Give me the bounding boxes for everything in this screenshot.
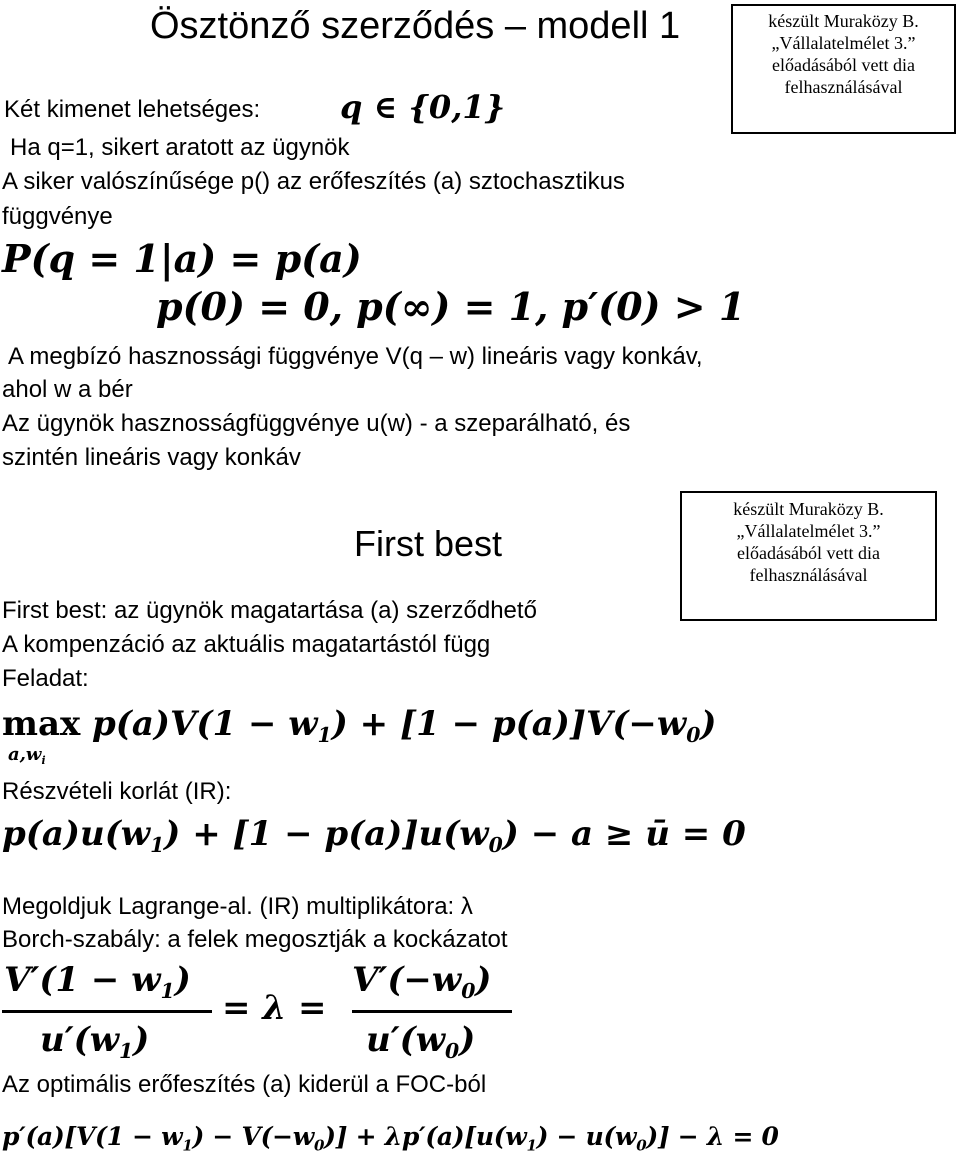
max-subscript-text: a,w bbox=[8, 744, 42, 765]
line-contractible: First best: az ügynök magatartása (a) szerződhető bbox=[2, 597, 537, 624]
eq-part: p(a)V(1 − w bbox=[92, 704, 318, 744]
credit-line: „Vállalatelmélet 3.” bbox=[771, 33, 916, 53]
slide2-credit-box bbox=[680, 491, 937, 621]
fraction-denominator bbox=[366, 1020, 476, 1064]
eq-subscript: 1 bbox=[317, 723, 332, 748]
eq-part: V′(1 − w bbox=[4, 960, 161, 1000]
eq-subscript: 0 bbox=[461, 979, 476, 1004]
eq-part: ) bbox=[475, 960, 492, 1000]
line-compensation: A kompenzáció az aktuális magatartástól függ bbox=[2, 631, 491, 658]
credit-line: felhasználásával bbox=[784, 77, 903, 97]
fraction-denominator bbox=[40, 1020, 150, 1064]
ir-label: Részvételi korlát (IR): bbox=[2, 778, 232, 805]
eq-part: p(a)u(w bbox=[2, 814, 151, 854]
fraction-bar bbox=[352, 1010, 512, 1013]
eq-part: ) − a ≥ ū = 0 bbox=[502, 814, 746, 854]
equation-probability-conditions: p(0) = 0, p(∞) = 1, p′(0) > 1 bbox=[156, 284, 746, 329]
eq-subscript: 0 bbox=[445, 1039, 460, 1064]
equation-max-operator bbox=[2, 704, 80, 744]
slide2-title: First best bbox=[354, 523, 503, 564]
eq-part: ) − u(w bbox=[536, 1122, 637, 1151]
eq-part: ) − V(−w bbox=[192, 1122, 314, 1151]
line-lagrange: Megoldjuk Lagrange-al. (IR) multiplikátora: λ bbox=[2, 893, 473, 920]
equation-participation-constraint bbox=[2, 814, 746, 858]
max-operator-text: max bbox=[2, 704, 81, 744]
eq-part: ) bbox=[459, 1020, 476, 1060]
eq-part: ) + [1 − p(a)]u(w bbox=[164, 814, 489, 854]
eq-part: p′(a)[V(1 − w bbox=[2, 1122, 183, 1151]
credit-line: előadásából vett dia bbox=[737, 543, 880, 563]
credit-line: előadásából vett dia bbox=[772, 55, 915, 75]
slide1-credit-box bbox=[731, 4, 956, 134]
eq-subscript: 1 bbox=[119, 1039, 134, 1064]
eq-part: ) bbox=[700, 704, 717, 744]
line-agent-utility: Az ügynök hasznosságfüggvénye u(w) - a szeparálható, és bbox=[2, 410, 631, 437]
eq-part: ) bbox=[174, 960, 191, 1000]
eq-subscript: 0 bbox=[636, 1136, 647, 1155]
outcomes-label: Két kimenet lehetséges: bbox=[4, 96, 261, 123]
eq-subscript: 1 bbox=[526, 1136, 537, 1155]
outcomes-formula: q ∈ {0,1} bbox=[340, 88, 506, 126]
fraction-numerator bbox=[4, 960, 191, 1004]
eq-subscript: 0 bbox=[313, 1136, 325, 1155]
eq-part: ) + [1 − p(a)]V(−w bbox=[331, 704, 687, 744]
eq-part: ) bbox=[133, 1020, 150, 1060]
eq-part: V′(−w bbox=[352, 960, 462, 1000]
fraction-numerator bbox=[352, 960, 492, 1004]
credit-line: „Vállalatelmélet 3.” bbox=[736, 521, 881, 541]
fraction-agent-marginal bbox=[352, 960, 522, 1070]
equation-equals-lambda: = λ = bbox=[222, 988, 327, 1028]
line-agent-utility-cont: szintén lineáris vagy konkáv bbox=[2, 444, 301, 471]
line-borch-rule: Borch-szabály: a felek megosztják a kockázatot bbox=[2, 926, 508, 953]
equation-max-subscript bbox=[8, 744, 46, 765]
eq-subscript: 1 bbox=[150, 833, 165, 858]
line-probability: A siker valószínűsége p() az erőfeszítés (a) sztochasztikus bbox=[2, 168, 625, 195]
eq-subscript: 1 bbox=[160, 979, 175, 1004]
eq-part: )] − λ = 0 bbox=[646, 1122, 779, 1151]
equation-foc bbox=[2, 1122, 779, 1155]
credit-line: készült Muraközy B. bbox=[768, 11, 919, 31]
eq-subscript: 0 bbox=[686, 723, 701, 748]
line-principal-utility-cont: ahol w a bér bbox=[2, 376, 133, 403]
credit-line: készült Muraközy B. bbox=[733, 499, 884, 519]
fraction-bar bbox=[2, 1010, 212, 1013]
fraction-principal-marginal bbox=[0, 960, 215, 1070]
credit-line: felhasználásával bbox=[749, 565, 868, 585]
line-principal-utility: A megbízó hasznossági függvénye V(q – w) lineáris vagy konkáv, bbox=[8, 343, 703, 370]
equation-max-objective bbox=[92, 704, 717, 748]
max-subscript-index: i bbox=[41, 753, 46, 767]
slide1-title: Ösztönző szerződés – modell 1 bbox=[150, 5, 681, 47]
equation-success-probability: P(q = 1|a) = p(a) bbox=[2, 236, 362, 281]
task-label: Feladat: bbox=[2, 665, 89, 692]
eq-part: u′(w bbox=[40, 1020, 120, 1060]
eq-subscript: 1 bbox=[182, 1136, 193, 1155]
eq-part: )] + λp′(a)[u(w bbox=[324, 1122, 527, 1151]
eq-part: u′(w bbox=[366, 1020, 446, 1060]
line-success: Ha q=1, sikert aratott az ügynök bbox=[10, 134, 350, 161]
eq-subscript: 0 bbox=[488, 833, 503, 858]
line-optimal-effort: Az optimális erőfeszítés (a) kiderül a FOC-ból bbox=[2, 1071, 487, 1098]
line-probability-cont: függvénye bbox=[2, 203, 113, 230]
